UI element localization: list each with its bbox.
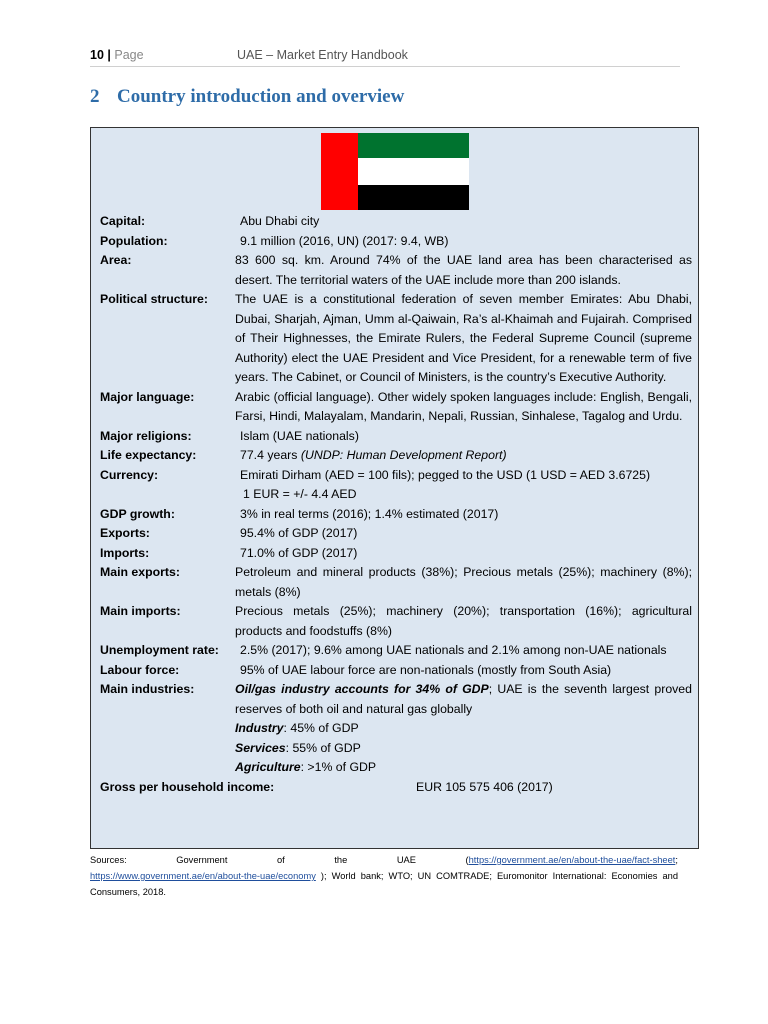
section-heading bbox=[90, 86, 404, 108]
fact-row-population bbox=[100, 232, 692, 252]
fact-label: Currency: bbox=[100, 467, 159, 482]
fact-row-unemployment bbox=[100, 641, 692, 661]
fact-row-main-exports bbox=[100, 563, 692, 602]
flag-green-stripe bbox=[358, 133, 469, 158]
sources-line-1: Sources: Government of the UAE (https://government.ae/en/about-the-uae/fact-sheet; bbox=[90, 855, 678, 865]
economy-link[interactable]: https://www.government.ae/en/about-the-uae/economy bbox=[90, 871, 316, 881]
fact-label: Gross per household income: bbox=[100, 779, 275, 794]
fact-row-imports bbox=[100, 544, 692, 564]
fact-label: Unemployment rate: bbox=[100, 643, 219, 657]
fact-label: Imports: bbox=[100, 545, 150, 560]
fact-label: Main industries: bbox=[100, 682, 195, 696]
header-separator: | bbox=[107, 48, 111, 62]
fact-sheet-link[interactable]: https://government.ae/en/about-the-uae/fact-sheet bbox=[468, 855, 676, 865]
fact-row-major-language bbox=[100, 388, 692, 427]
fact-label: Capital: bbox=[100, 214, 146, 228]
country-fact-box bbox=[90, 127, 699, 849]
industry-label: Industry bbox=[235, 721, 284, 735]
fact-value: Petroleum and mineral products (38%); Precious metals (25%); machinery (8%); metals (8%) bbox=[235, 565, 692, 599]
fact-row-main-industries bbox=[100, 680, 692, 778]
fact-value: EUR 105 575 406 (2017) bbox=[416, 779, 553, 794]
fact-row-political-structure bbox=[100, 290, 692, 388]
fact-value: Abu Dhabi city bbox=[240, 214, 320, 228]
fact-label: Area: bbox=[100, 253, 132, 267]
fact-label: GDP growth: bbox=[100, 506, 175, 521]
sources-line-2: https://www.government.ae/en/about-the-uae/economy ); World bank; WTO; UN COMTRADE; Euromonitor International: Economies and Consumers, 2018. bbox=[90, 871, 678, 897]
fact-row-life-expectancy bbox=[100, 446, 692, 466]
fact-row-labour-force bbox=[100, 661, 692, 681]
fact-value: 2.5% (2017); 9.6% among UAE nationals and 2.1% among non-UAE nationals bbox=[240, 643, 667, 657]
flag-black-stripe bbox=[358, 185, 469, 210]
fact-value: Arabic (official language). Other widely spoken languages include: English, Bengali, Farsi, Hindi, Malayalam, Mandarin, Nepali, Russian, Sinhalese, Tagalog and Urdu. bbox=[235, 389, 692, 423]
fact-value: Islam (UAE nationals) bbox=[240, 428, 359, 443]
fact-value: 95% of UAE labour force are non-nationals (mostly from South Asia) bbox=[240, 662, 612, 677]
fact-row-area bbox=[100, 251, 692, 290]
fact-rows bbox=[100, 212, 692, 797]
oil-gas-share: Oil/gas industry accounts for 34% of GDP bbox=[235, 682, 489, 696]
fact-row-capital bbox=[100, 212, 692, 232]
section-title: Country introduction and overview bbox=[117, 86, 405, 107]
uae-flag bbox=[321, 133, 469, 210]
page-header bbox=[90, 48, 680, 67]
fact-row-exports bbox=[100, 524, 692, 544]
fact-row-gdp-growth bbox=[100, 505, 692, 525]
services-label: Services bbox=[235, 740, 286, 755]
fact-value: 95.4% of GDP (2017) bbox=[240, 526, 358, 540]
fact-value: The UAE is a constitutional federation of seven member Emirates: Abu Dhabi, Dubai, Sharjah, Ajman, Umm al-Qaiwain, Ra’s al-Khaimah and Fujairah. Comprised of Their Highnesses, the Emirate Rulers, the Federal Supreme Council (supreme Authority) elect the UAE President and Vice President, for a renewable term of five years. The Cabinet, or Council of Ministers, is the country’s Executive Authority. bbox=[235, 292, 692, 384]
sources-note bbox=[90, 852, 678, 900]
fact-row-main-imports bbox=[100, 602, 692, 641]
fact-label: Major language: bbox=[100, 389, 195, 404]
fact-value: Emirati Dirham (AED = 100 fils); pegged to the USD (1 USD = AED 3.6725) 1 EUR = +/- 4.4 AED bbox=[240, 467, 651, 501]
flag-white-stripe bbox=[358, 158, 469, 185]
fact-value: 3% in real terms (2016); 1.4% estimated (2017) bbox=[240, 506, 499, 521]
fact-value: 9.1 million (2016, UN) (2017: 9.4, WB) bbox=[240, 233, 449, 248]
fact-label: Population: bbox=[100, 233, 168, 248]
fact-label: Main imports: bbox=[100, 604, 181, 618]
fact-label: Major religions: bbox=[100, 428, 192, 443]
fact-value: 77.4 years (UNDP: Human Development Report) bbox=[240, 448, 507, 462]
agriculture-label: Agriculture bbox=[235, 760, 301, 774]
fact-row-currency bbox=[100, 466, 692, 505]
flag-red-band bbox=[321, 133, 358, 210]
fact-value: 83 600 sq. km. Around 74% of the UAE land area has been characterised as desert. The territorial waters of the UAE include more than 200 islands. bbox=[235, 253, 692, 287]
fact-value: 71.0% of GDP (2017) bbox=[240, 545, 358, 560]
fact-label: Main exports: bbox=[100, 565, 180, 579]
fact-label: Exports: bbox=[100, 526, 150, 540]
fact-row-gross-household-income bbox=[100, 778, 692, 798]
fact-label: Political structure: bbox=[100, 292, 208, 306]
fact-row-major-religions bbox=[100, 427, 692, 447]
fact-value: Precious metals (25%); machinery (20%); transportation (16%); agricultural products and foodstuffs (8%) bbox=[235, 604, 692, 638]
fact-value: Oil/gas industry accounts for 34% of GDP; UAE is the seventh largest proved reserves of both oil and natural gas globally Industry: 45% of GDP Services: 55% of GDP Agriculture: >1% of GDP bbox=[235, 682, 692, 774]
fact-label: Life expectancy: bbox=[100, 448, 197, 462]
page-number: 10 bbox=[90, 48, 104, 62]
life-expectancy-source: (UNDP: Human Development Report) bbox=[300, 448, 507, 462]
document-title: UAE – Market Entry Handbook bbox=[237, 48, 408, 62]
section-number: 2 bbox=[90, 86, 100, 107]
page-word: Page bbox=[114, 48, 144, 62]
fact-label: Labour force: bbox=[100, 662, 180, 677]
